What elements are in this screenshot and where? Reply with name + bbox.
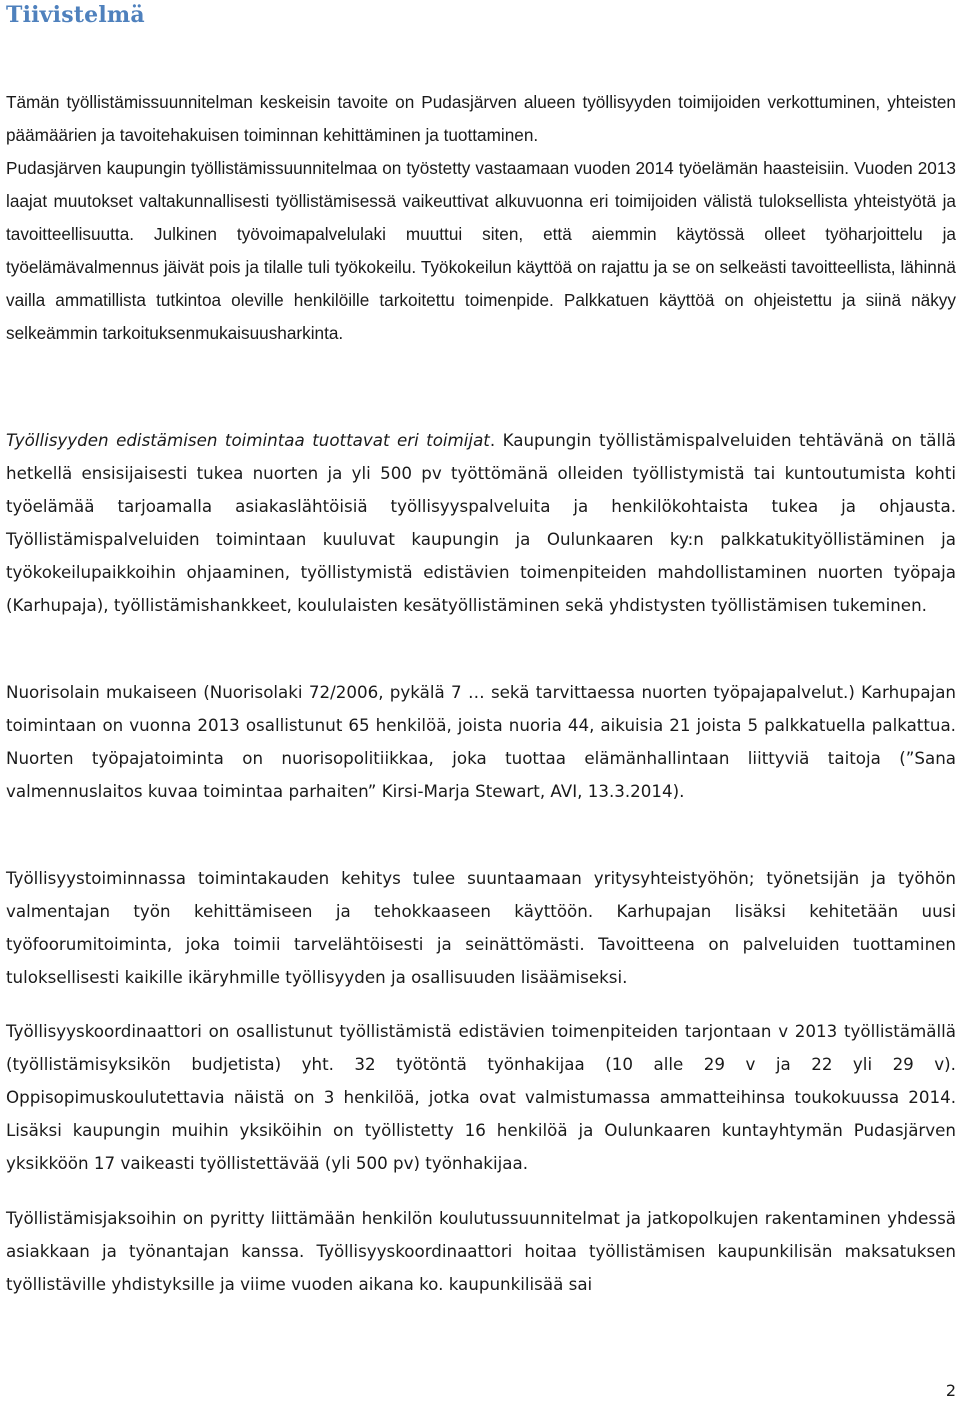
paragraph-goal: Tämän työllistämissuunnitelman keskeisin tavoite on Pudasjärven alueen työllisyyden toimijoiden verkottuminen, yhteisten päämäärien ja tavoitehakuisen toiminnan kehittäminen ja tuottaminen. <box>6 92 956 145</box>
paragraph-actors-body: . Kaupungin työllistämispalveluiden tehtävänä on tällä hetkellä ensisijaisesti tukea nuorten ja yli 500 pv työttömänä olleiden työllistymistä tai kuntoutumista kohti työelämää tarjoamalla asiakaslähtöisiä työllisyyspalveluita ja henkilökohtaista tukea ja ohjausta. Työllistämispalveluiden toimintaan kuuluvat kaupungin ja Oulunkaaren ky:n palkkatukityöllistäminen ja työkokeilupaikkoihin ohjaaminen, työllistymistä edistävien toimenpiteiden mahdollistaminen nuorten työpaja (Karhupaja), työllistämishankkeet, koululaisten kesätyöllistäminen sekä yhdistysten työllistämisen tukeminen. <box>6 430 956 615</box>
paragraph-actors-lead: Työllisyyden edistämisen toimintaa tuottavat eri toimijat <box>6 430 490 450</box>
paragraph-employment-periods: Työllistämisjaksoihin on pyritty liittämään henkilön koulutussuunnitelmat ja jatkopolkujen rakentaminen yhdessä asiakkaan ja työnantajan kanssa. Työllisyyskoordinaattori hoitaa työllistämisen kaupunkilisän maksatuksen työllistäville yhdistyksille ja viime vuoden aikana ko. kaupunkilisää sai <box>6 1208 956 1294</box>
paragraph-coordinator: Työllisyyskoordinaattori on osallistunut työllistämistä edistävien toimenpiteiden tarjontaan v 2013 työllistämällä (työllistämisyksikön budjetista) yht. 32 työtöntä työnhakijaa (10 alle 29 v ja 22 yli 29 v). Oppisopimuskoulutettavia näistä on 3 henkilöä, jotka ovat valmistumassa ammatteihinsa toukokuussa 2014. Lisäksi kaupungin muihin yksiköihin on työllistetty 16 henkilöä ja Oulunkaaren kuntayhtymän Pudasjärven yksikköön 17 vaikeasti työllistettävää (yli 500 pv) työnhakijaa. <box>6 1021 956 1173</box>
paragraph-development: Työllisyystoiminnassa toimintakauden kehitys tulee suuntaamaan yritysyhteistyöhön; työnetsijän ja työhön valmentajan työn kehittämiseen ja tehokkaaseen käyttöön. Karhupajan lisäksi kehitetään uusi työfoorumitoiminta, joka toimii tarvelähtöisesti ja seinättömästi. Tavoitteena on palveluiden tuottaminen tuloksellisesti kaikille ikäryhmille työllisyyden ja osallisuuden lisäämiseksi. <box>6 868 956 987</box>
page-number: 2 <box>945 1381 956 1400</box>
paragraph-actors <box>6 424 956 622</box>
page-heading: Tiivistelmä <box>6 2 145 28</box>
paragraph-youth-workshop: Nuorisolain mukaiseen (Nuorisolaki 72/2006, pykälä 7 … sekä tarvittaessa nuorten työpajapalvelut.) Karhupajan toimintaan on vuonna 2013 osallistunut 65 henkilöä, joista nuoria 44, aikuisia 21 joista 5 palkkatuella palkattua. Nuorten työpajatoiminta on nuorisopolitiikkaa, joka tuottaa elämänhallintaan liittyviä taitoja (”Sana valmennuslaitos kuvaa toimintaa parhaiten” Kirsi-Marja Stewart, AVI, 13.3.2014). <box>6 682 956 801</box>
intro-section <box>6 86 956 350</box>
paragraph-background: Pudasjärven kaupungin työllistämissuunnitelmaa on työstetty vastaamaan vuoden 2014 työelämän haasteisiin. Vuoden 2013 laajat muutokset valtakunnallisesti työllistämisessä vaikeuttivat alkuvuonna eri toimijoiden välistä tuloksellista yhteistyötä ja tavoitteellisuutta. Julkinen työvoimapalvelulaki muuttui siten, että aiemmin käytössä olleet työharjoittelu ja työelämävalmennus jäivät pois ja tilalle tuli työkokeilu. Työkokeilun käyttöä on rajattu ja se on selkeästi tavoitteellista, lähinnä vailla ammatillista tutkintoa oleville henkilöille tarkoitettu toimenpide. Palkkatuen käyttöä on ohjeistettu ja siinä näkyy selkeämmin tarkoituksenmukaisuusharkinta. <box>6 158 956 343</box>
